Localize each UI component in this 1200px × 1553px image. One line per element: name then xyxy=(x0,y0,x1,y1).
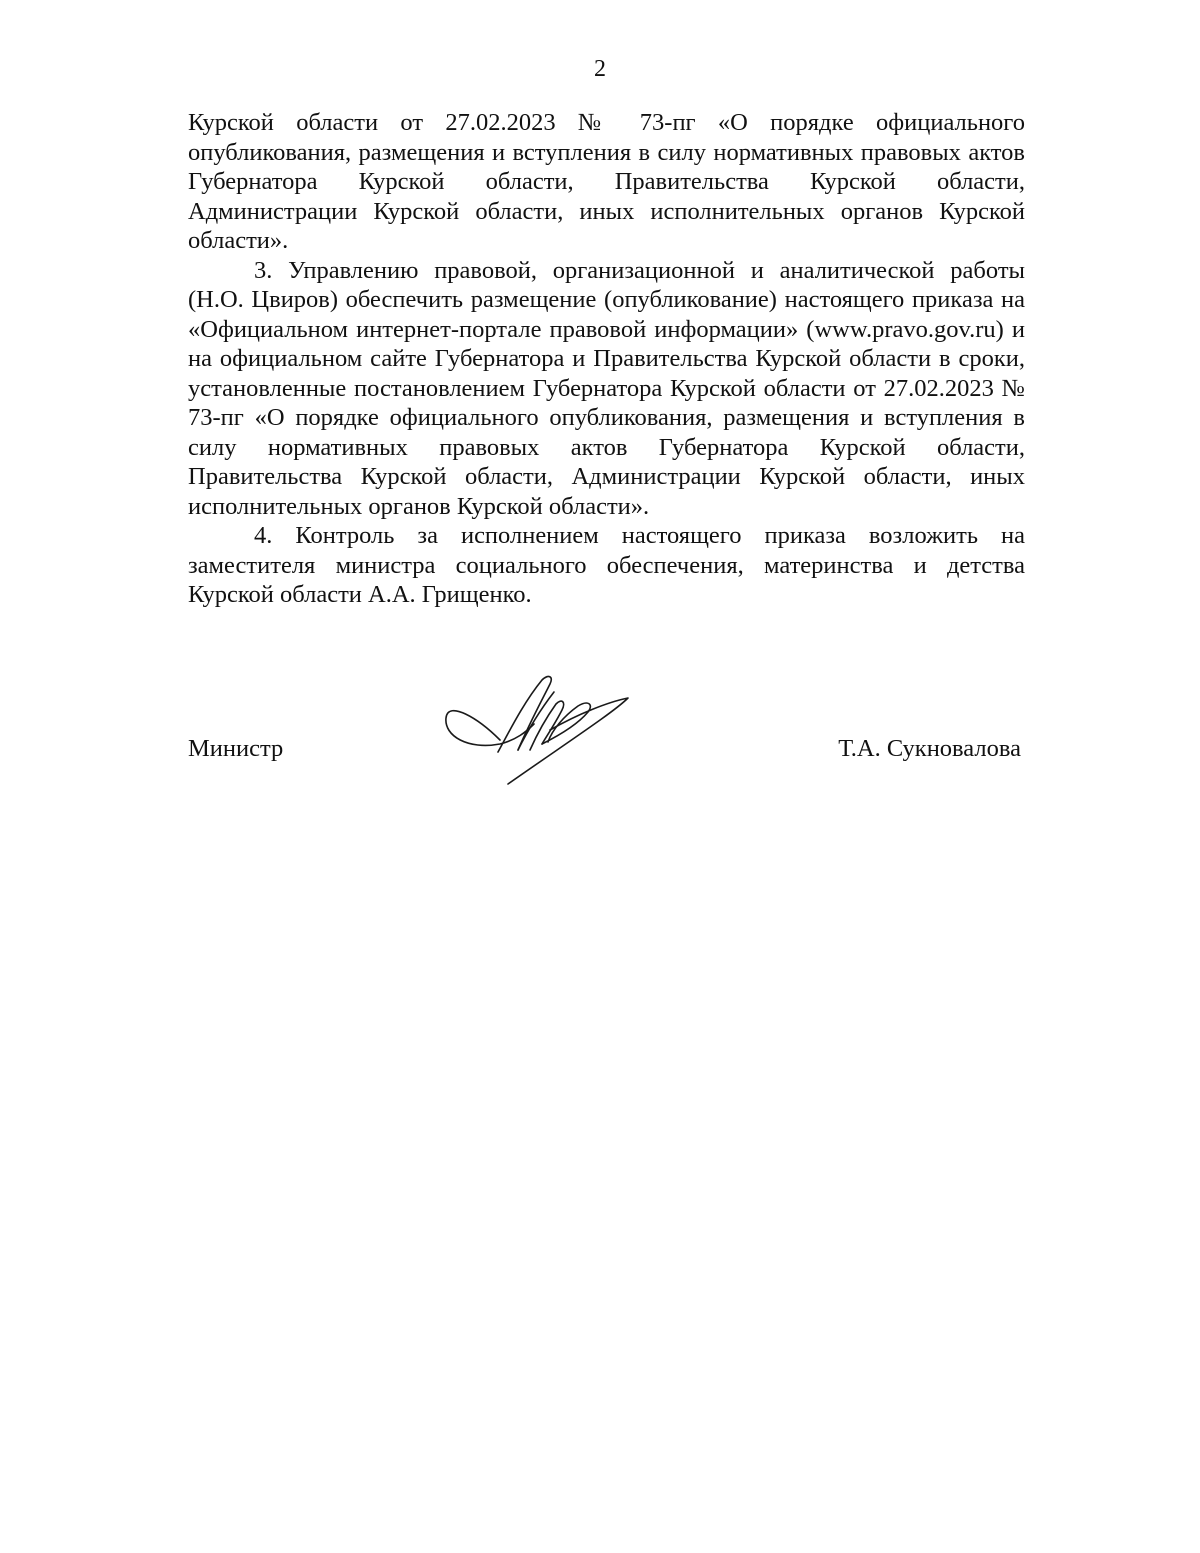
signatory-position: Министр xyxy=(188,735,284,762)
document-body xyxy=(188,108,1025,610)
page-number: 2 xyxy=(594,56,606,82)
signatory-name: Т.А. Сукновалова xyxy=(838,735,1021,762)
signature-block xyxy=(188,670,1025,800)
paragraph-continuation: Курской области от 27.02.2023 № 73-пг «О порядке официального опубликования, размещения и вступления в силу нормативных правовых актов Губернатора Курской области, Правительства Курской области, Администрации Курской области, иных исполнительных органов Курской области». xyxy=(188,109,1025,254)
handwritten-signature xyxy=(438,670,638,790)
paragraph-item-3: 3. Управлению правовой, организационной и аналитической работы (Н.О. Цвиров) обеспечить размещение (опубликование) настоящего приказа на «Официальном интернет-портале правовой информации» (www.pravo.gov.ru) и на официальном сайте Губернатора и Правительства Курской области в сроки, установленные постановлением Губернатора Курской области от 27.02.2023 № 73-пг «О порядке официального опубликования, размещения и вступления в силу нормативных правовых актов Губернатора Курской области, Правительства Курской области, Администрации Курской области, иных исполнительных органов Курской области». xyxy=(188,256,1025,520)
paragraph-item-4: 4. Контроль за исполнением настоящего приказа возложить на заместителя министра социального обеспечения, материнства и детства Курской области А.А. Грищенко. xyxy=(188,522,1025,608)
